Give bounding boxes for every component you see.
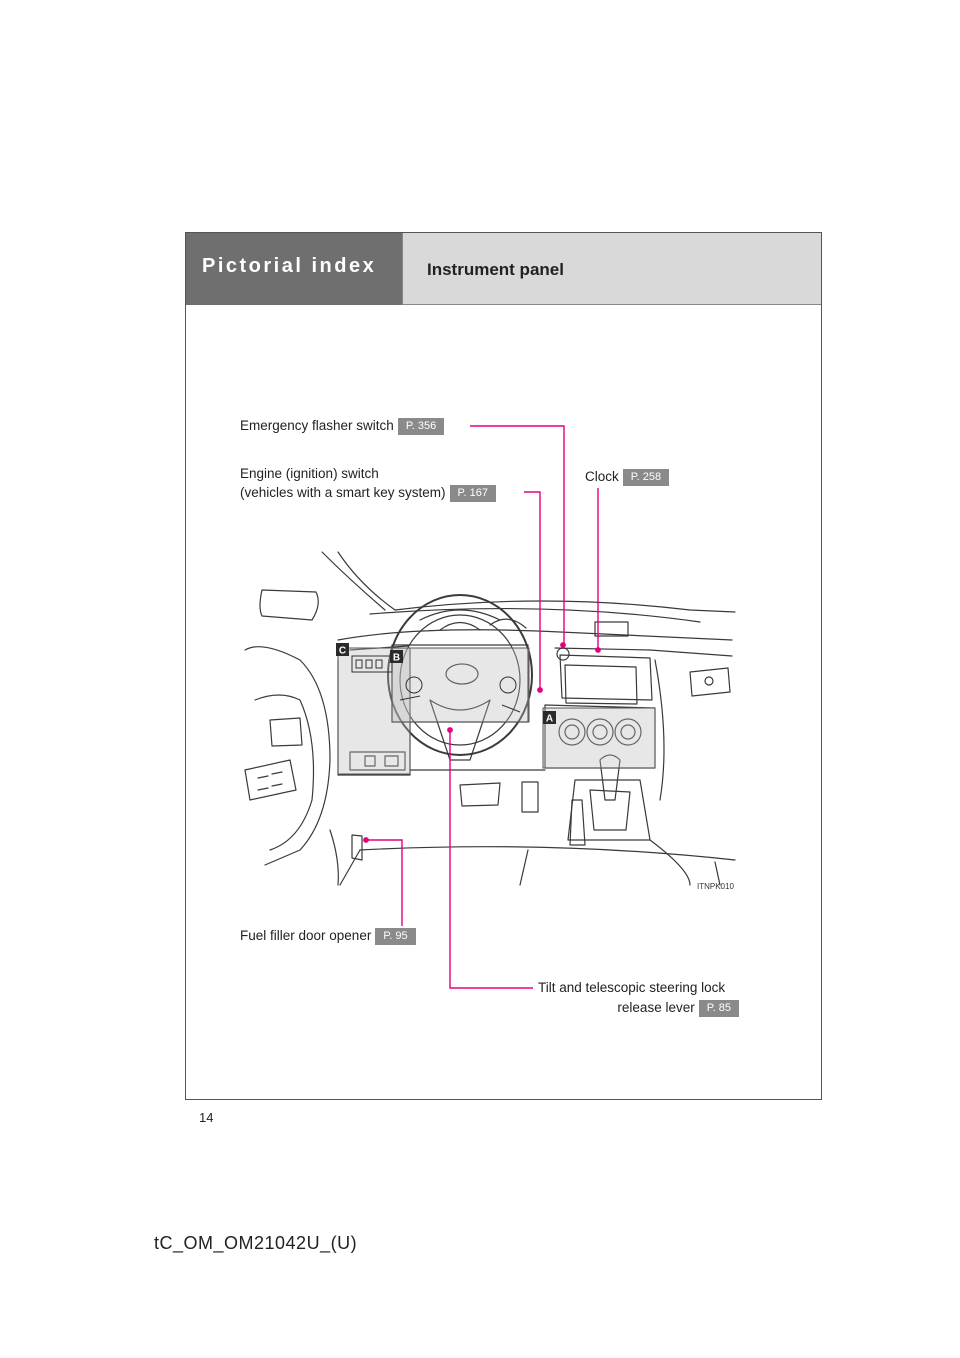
document-code: tC_OM_OM21042U_(U) (154, 1233, 358, 1253)
svg-text:B: B (392, 652, 401, 664)
page-title: Instrument panel (402, 233, 821, 305)
marker-a (543, 711, 556, 725)
leader-tilt (450, 730, 533, 988)
svg-text:A: A (545, 713, 554, 725)
fuel-filler-label: Fuel filler door opener (240, 928, 372, 943)
figure-code: ITNPK010 (697, 882, 734, 891)
callout-emergency-flasher (240, 418, 444, 435)
marker-b (390, 650, 403, 664)
emergency-flasher-label: Emergency flasher switch (240, 418, 394, 433)
tilt-lever-label: release lever (617, 1000, 695, 1015)
engine-switch-page-ref[interactable]: P. 167 (450, 485, 496, 502)
callout-fuel-filler (240, 928, 416, 945)
clock-page-ref[interactable]: P. 258 (623, 469, 669, 486)
leader-fuel (366, 840, 402, 926)
leader-emergency-dot (561, 643, 565, 647)
leader-engine-dot (538, 688, 542, 692)
page-number: 14 (199, 1110, 214, 1125)
fuel-filler-page-ref[interactable]: P. 95 (375, 928, 415, 945)
section-tab: Pictorial index (186, 233, 402, 305)
leader-fuel-dot (364, 838, 368, 842)
engine-switch-label: (vehicles with a smart key system) (240, 485, 446, 500)
clock-label: Clock (585, 469, 619, 484)
leader-tilt-dot (448, 728, 452, 732)
callout-tilt-lever (617, 1000, 739, 1017)
leader-clock-dot (596, 648, 600, 652)
emergency-flasher-page-ref[interactable]: P. 356 (398, 418, 444, 435)
callout-clock (585, 469, 669, 486)
svg-text:C: C (338, 645, 347, 657)
tilt-lever-page-ref[interactable]: P. 85 (699, 1000, 739, 1017)
callout-engine-switch (240, 485, 496, 502)
callout-tilt-line1: Tilt and telescopic steering lock (538, 980, 726, 995)
marker-c (336, 643, 349, 657)
callout-engine-switch-line1: Engine (ignition) switch (240, 466, 379, 481)
leader-emergency (470, 426, 564, 645)
